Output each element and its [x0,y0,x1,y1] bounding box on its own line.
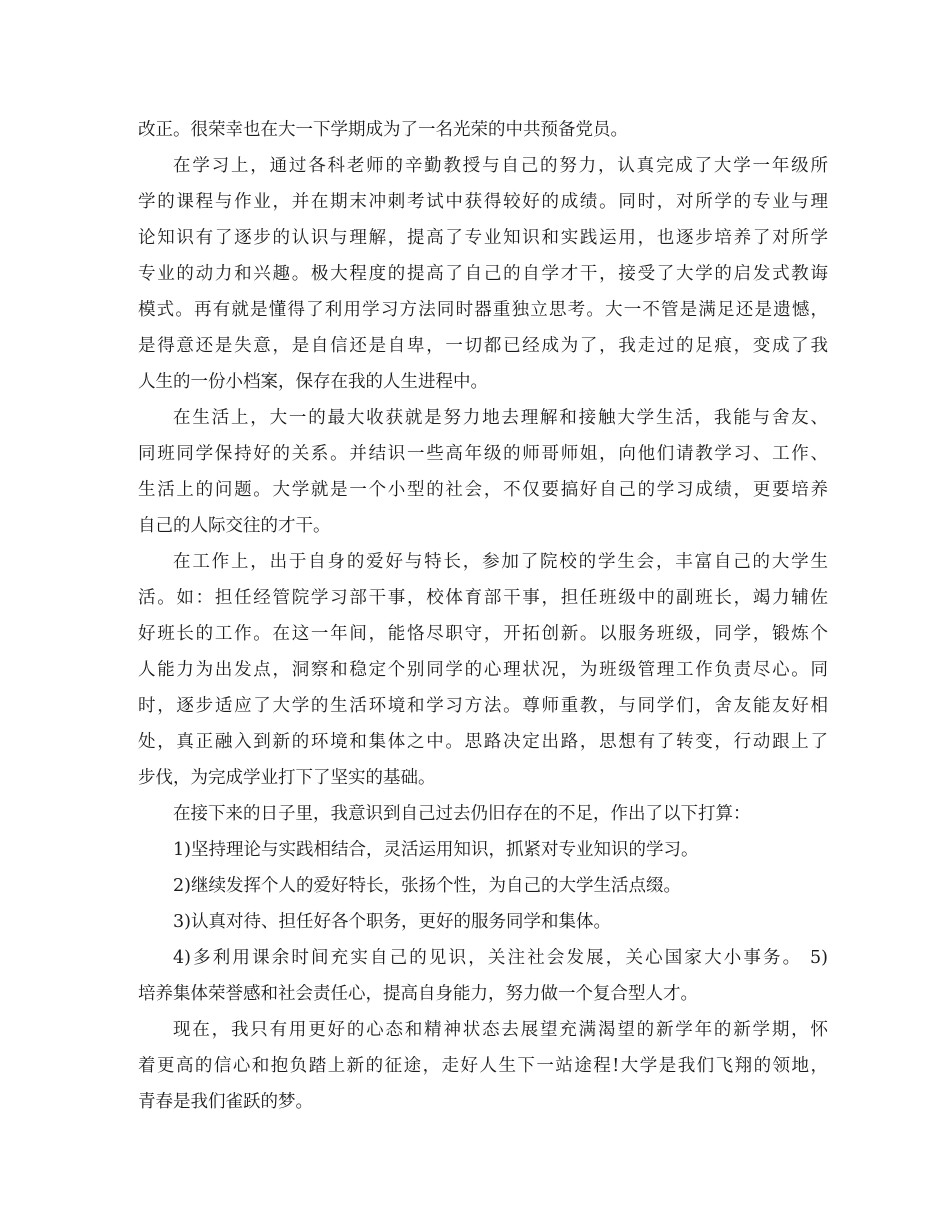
paragraph-line: 改正。很荣幸也在大一下学期成为了一名光荣的中共预备党员。 [138,120,628,140]
paragraph-line: 模式。再有就是懂得了利用学习方法同时器重独立思考。大一不管是满足还是遗憾， [138,300,828,320]
list-item: 3)认真对待、担任好各个职务，更好的服务同学和集体。 [173,912,611,932]
document-body [138,112,828,1120]
paragraph-line: 人能力为出发点，洞察和稳定个别同学的心理状况，为班级管理工作负责尽心。同 [138,660,828,680]
paragraph-line: 学的课程与作业，并在期末冲刺考试中获得较好的成绩。同时，对所学的专业与理 [138,192,828,212]
paragraph-line: 自己的人际交往的才干。 [138,516,331,536]
paragraph-line: 现在，我只有用更好的心态和精神状态去展望充满渴望的新学年的新学期，怀 [173,1020,828,1040]
paragraph-line: 时，逐步适应了大学的生活环境和学习方法。尊师重教，与同学们，舍友能友好相 [138,696,828,716]
paragraph-line: 在生活上，大一的最大收获就是努力地去理解和接触大学生活，我能与舍友、 [173,408,828,428]
paragraph-line: 青春是我们雀跃的梦。 [138,1092,313,1112]
paragraph-line: 好班长的工作。在这一年间，能恪尽职守，开拓创新。以服务班级，同学，锻炼个 [138,624,828,644]
paragraph-line: 在学习上，通过各科老师的辛勤教授与自己的努力，认真完成了大学一年级所 [173,156,828,176]
paragraph-line: 着更高的信心和抱负踏上新的征途，走好人生下一站途程!大学是我们飞翔的领地， [138,1056,828,1076]
paragraph-line: 生活上的问题。大学就是一个小型的社会，不仅要搞好自己的学习成绩，更要培养 [138,480,828,500]
paragraph-line: 同班同学保持好的关系。并结识一些高年级的师哥师姐，向他们请教学习、工作、 [138,444,828,464]
paragraph-line: 专业的动力和兴趣。极大程度的提高了自己的自学才干，接受了大学的启发式教诲 [138,264,828,284]
paragraph-line: 在接下来的日子里，我意识到自己过去仍旧存在的不足，作出了以下打算： [173,804,751,824]
list-item: 培养集体荣誉感和社会责任心，提高自身能力，努力做一个复合型人才。 [138,984,698,1004]
list-item: 1)坚持理论与实践相结合，灵活运用知识，抓紧对专业知识的学习。 [173,840,699,860]
paragraph-line: 步伐，为完成学业打下了坚实的基础。 [138,768,436,788]
paragraph-line: 处，真正融入到新的环境和集体之中。思路决定出路，思想有了转变，行动跟上了 [138,732,828,752]
paragraph-line: 在工作上，出于自身的爱好与特长，参加了院校的学生会，丰富自己的大学生 [173,552,828,572]
list-item: 4)多利用课余时间充实自己的见识，关注社会发展，关心国家大小事务。 5) [173,948,828,968]
paragraph-line: 活。如：担任经管院学习部干事，校体育部干事，担任班级中的副班长，竭力辅佐 [138,588,828,608]
list-item: 2)继续发挥个人的爱好特长，张扬个性，为自己的大学生活点缀。 [173,876,681,896]
paragraph-line: 是得意还是失意，是自信还是自卑，一切都已经成为了，我走过的足痕，变成了我 [138,336,828,356]
paragraph-line: 论知识有了逐步的认识与理解，提高了专业知识和实践运用，也逐步培养了对所学 [138,228,828,248]
paragraph-line: 人生的一份小档案，保存在我的人生进程中。 [138,372,488,392]
